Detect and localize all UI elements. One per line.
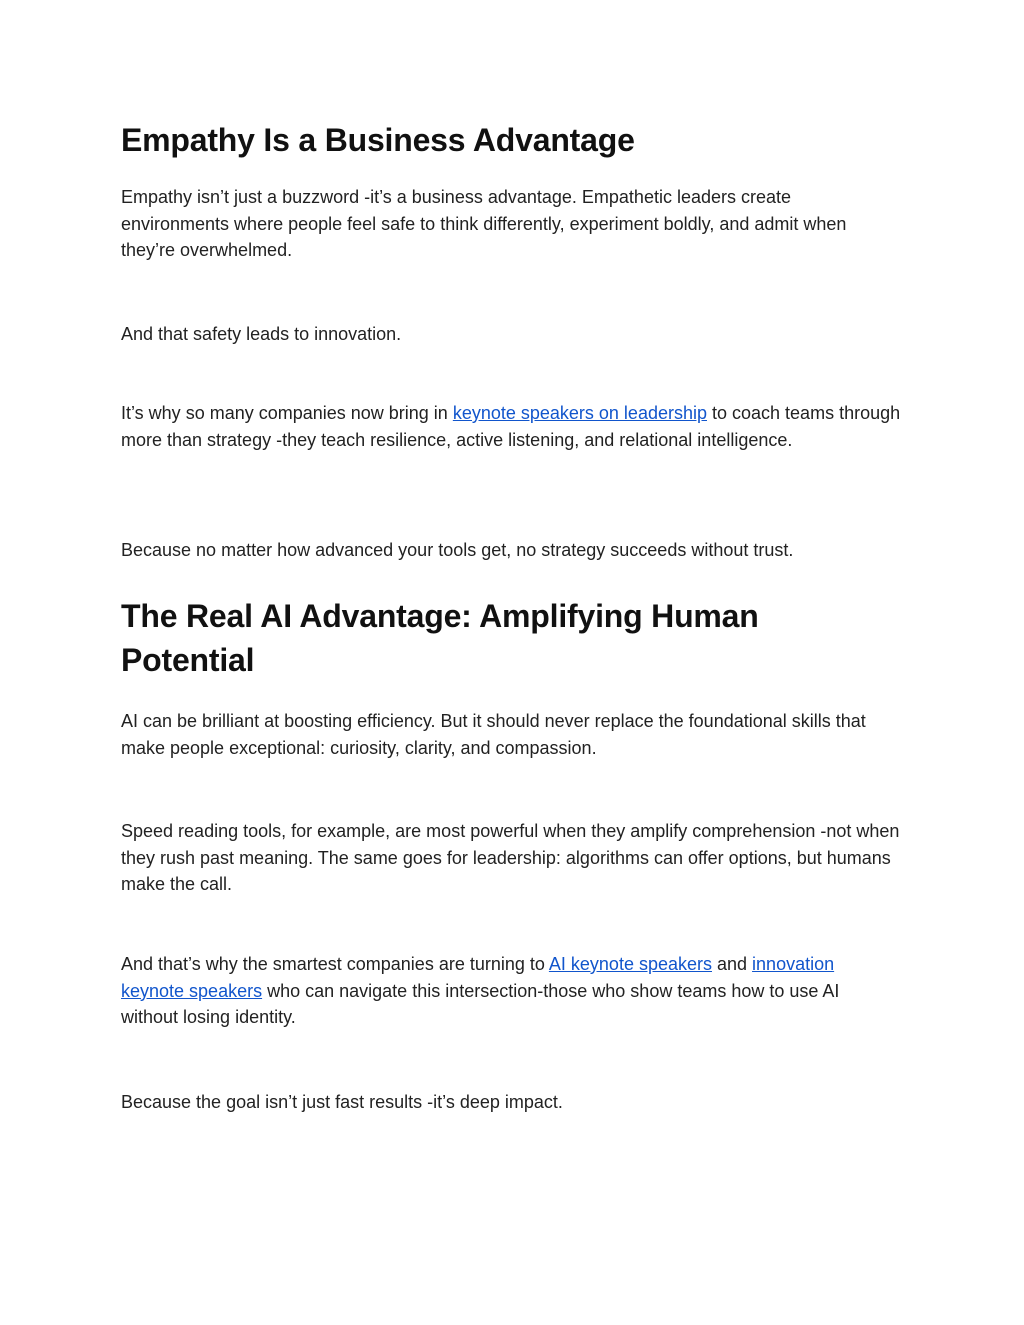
paragraph-text: and <box>712 954 753 974</box>
paragraph-trust: Because no matter how advanced your tools get, no strategy succeeds without trust. <box>121 540 794 560</box>
section-heading-ai-advantage: The Real AI Advantage: Amplifying Human Potential <box>121 598 759 678</box>
paragraph-keynote-leadership <box>121 400 901 453</box>
paragraph-text: who can navigate this intersection-those who show teams how to use AI without losing identity. <box>121 980 840 1027</box>
paragraph-empathy-intro: Empathy isn’t just a buzzword -it’s a business advantage. Empathetic leaders create environments where people feel safe to think differently, experiment boldly, and admit when they’re overwhelmed. <box>121 187 847 260</box>
paragraph-text: to coach teams through more than strategy -they teach resilience, active listening, and relational intelligence. <box>121 403 901 450</box>
section-heading-empathy: Empathy Is a Business Advantage <box>121 122 635 158</box>
paragraph-ai-efficiency: AI can be brilliant at boosting efficiency. But it should never replace the foundational skills that make people exceptional: curiosity, clarity, and compassion. <box>121 711 866 758</box>
paragraph-ai-keynote <box>121 951 901 1031</box>
paragraph-speed-reading: Speed reading tools, for example, are most powerful when they amplify comprehension -not when they rush past meaning. The same goes for leadership: algorithms can offer options, but humans make the call. <box>121 821 900 894</box>
paragraph-text: It’s why so many companies now bring in <box>121 403 453 423</box>
link-ai-keynote-speakers[interactable]: AI keynote speakers <box>548 954 712 974</box>
paragraph-text: And that’s why the smartest companies are turning to <box>121 954 549 974</box>
link-keynote-speakers-leadership[interactable]: keynote speakers on leadership <box>452 403 707 423</box>
link-innovation-keynote-speakers[interactable]: innovation keynote speakers <box>121 954 835 1001</box>
paragraph-safety-innovation: And that safety leads to innovation. <box>121 324 402 344</box>
paragraph-deep-impact: Because the goal isn’t just fast results -it’s deep impact. <box>121 1092 563 1112</box>
